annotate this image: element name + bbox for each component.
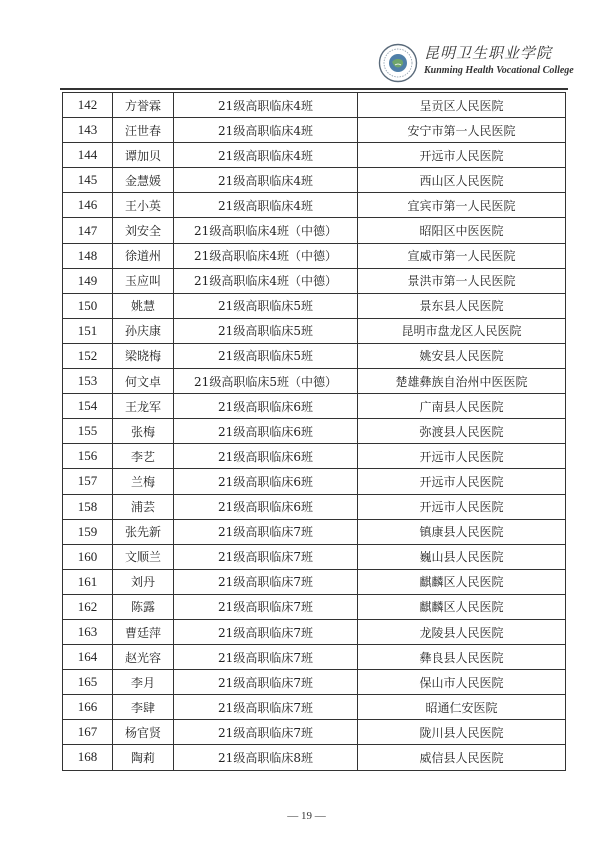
class-name: 21级高职临床4班 <box>174 93 358 118</box>
table-row <box>63 268 566 293</box>
student-name: 陈露 <box>113 594 174 619</box>
class-name: 21级高职临床7班 <box>174 695 358 720</box>
row-number: 165 <box>63 670 113 695</box>
row-number: 151 <box>63 318 113 343</box>
student-name: 兰梅 <box>113 469 174 494</box>
table-row <box>63 394 566 419</box>
hospital-name: 景洪市第一人民医院 <box>358 268 566 293</box>
table-row <box>63 444 566 469</box>
class-name: 21级高职临床7班 <box>174 569 358 594</box>
student-name: 浦芸 <box>113 494 174 519</box>
table-row <box>63 293 566 318</box>
table-row <box>63 594 566 619</box>
table-row <box>63 695 566 720</box>
student-name: 汪世春 <box>113 118 174 143</box>
college-name-en: Kunming Health Vocational College <box>424 65 574 76</box>
student-name: 徐道州 <box>113 243 174 268</box>
row-number: 153 <box>63 369 113 394</box>
student-name: 杨官贤 <box>113 720 174 745</box>
table-row <box>63 469 566 494</box>
table-row <box>63 569 566 594</box>
hospital-name: 开远市人民医院 <box>358 494 566 519</box>
row-number: 146 <box>63 193 113 218</box>
table-row <box>63 369 566 394</box>
student-name: 梁晓梅 <box>113 343 174 368</box>
row-number: 144 <box>63 143 113 168</box>
student-name: 曹廷萍 <box>113 619 174 644</box>
class-name: 21级高职临床6班 <box>174 469 358 494</box>
table-row <box>63 645 566 670</box>
hospital-name: 巍山县人民医院 <box>358 544 566 569</box>
table-row <box>63 745 566 770</box>
class-name: 21级高职临床6班 <box>174 494 358 519</box>
class-name: 21级高职临床4班 <box>174 118 358 143</box>
class-name: 21级高职临床5班（中德） <box>174 369 358 394</box>
class-name: 21级高职临床5班 <box>174 318 358 343</box>
row-number: 155 <box>63 419 113 444</box>
hospital-name: 开远市人民医院 <box>358 469 566 494</box>
student-name: 王龙军 <box>113 394 174 419</box>
student-name: 金慧媛 <box>113 168 174 193</box>
student-name: 赵光容 <box>113 645 174 670</box>
row-number: 166 <box>63 695 113 720</box>
hospital-name: 龙陵县人民医院 <box>358 619 566 644</box>
table-row <box>63 93 566 118</box>
hospital-name: 彝良县人民医院 <box>358 645 566 670</box>
table-row <box>63 720 566 745</box>
class-name: 21级高职临床6班 <box>174 444 358 469</box>
table-row <box>63 218 566 243</box>
class-name: 21级高职临床5班 <box>174 293 358 318</box>
hospital-name: 昭阳区中医医院 <box>358 218 566 243</box>
row-number: 148 <box>63 243 113 268</box>
page-header <box>378 40 574 86</box>
table-row <box>63 243 566 268</box>
table-row <box>63 419 566 444</box>
class-name: 21级高职临床7班 <box>174 519 358 544</box>
row-number: 147 <box>63 218 113 243</box>
hospital-name: 景东县人民医院 <box>358 293 566 318</box>
row-number: 154 <box>63 394 113 419</box>
hospital-name: 开远市人民医院 <box>358 444 566 469</box>
student-name: 李肆 <box>113 695 174 720</box>
class-name: 21级高职临床7班 <box>174 720 358 745</box>
row-number: 167 <box>63 720 113 745</box>
class-name: 21级高职临床4班 <box>174 193 358 218</box>
college-logo-icon <box>378 43 418 83</box>
student-name: 谭加贝 <box>113 143 174 168</box>
class-name: 21级高职临床7班 <box>174 670 358 695</box>
row-number: 149 <box>63 268 113 293</box>
student-name: 孙庆康 <box>113 318 174 343</box>
class-name: 21级高职临床4班（中德） <box>174 268 358 293</box>
class-name: 21级高职临床4班（中德） <box>174 218 358 243</box>
class-name: 21级高职临床6班 <box>174 419 358 444</box>
table-row <box>63 494 566 519</box>
hospital-name: 西山区人民医院 <box>358 168 566 193</box>
table-row <box>63 670 566 695</box>
hospital-name: 呈贡区人民医院 <box>358 93 566 118</box>
class-name: 21级高职临床4班 <box>174 168 358 193</box>
hospital-name: 麒麟区人民医院 <box>358 569 566 594</box>
student-name: 张梅 <box>113 419 174 444</box>
class-name: 21级高职临床7班 <box>174 594 358 619</box>
table-row <box>63 143 566 168</box>
hospital-name: 弥渡县人民医院 <box>358 419 566 444</box>
row-number: 162 <box>63 594 113 619</box>
hospital-name: 宣威市第一人民医院 <box>358 243 566 268</box>
page-number: — 19 — <box>287 810 326 822</box>
table-row <box>63 118 566 143</box>
hospital-name: 宜宾市第一人民医院 <box>358 193 566 218</box>
row-number: 150 <box>63 293 113 318</box>
hospital-name: 姚安县人民医院 <box>358 343 566 368</box>
class-name: 21级高职临床7班 <box>174 645 358 670</box>
class-name: 21级高职临床5班 <box>174 343 358 368</box>
table-row <box>63 168 566 193</box>
row-number: 143 <box>63 118 113 143</box>
row-number: 145 <box>63 168 113 193</box>
hospital-name: 广南县人民医院 <box>358 394 566 419</box>
student-name: 方誉霖 <box>113 93 174 118</box>
hospital-name: 威信县人民医院 <box>358 745 566 770</box>
student-name: 何文卓 <box>113 369 174 394</box>
table-row <box>63 318 566 343</box>
hospital-name: 麒麟区人民医院 <box>358 594 566 619</box>
class-name: 21级高职临床8班 <box>174 745 358 770</box>
student-name: 李艺 <box>113 444 174 469</box>
table-row <box>63 519 566 544</box>
hospital-name: 陇川县人民医院 <box>358 720 566 745</box>
row-number: 160 <box>63 544 113 569</box>
row-number: 156 <box>63 444 113 469</box>
row-number: 163 <box>63 619 113 644</box>
student-name: 陶莉 <box>113 745 174 770</box>
college-name-cn: 昆明卫生职业学院 <box>424 44 553 62</box>
hospital-name: 昭通仁安医院 <box>358 695 566 720</box>
row-number: 161 <box>63 569 113 594</box>
hospital-name: 镇康县人民医院 <box>358 519 566 544</box>
row-number: 152 <box>63 343 113 368</box>
row-number: 158 <box>63 494 113 519</box>
header-divider <box>60 88 568 90</box>
hospital-name: 楚雄彝族自治州中医医院 <box>358 369 566 394</box>
student-name: 刘安全 <box>113 218 174 243</box>
row-number: 159 <box>63 519 113 544</box>
student-name: 姚慧 <box>113 293 174 318</box>
class-name: 21级高职临床4班（中德） <box>174 243 358 268</box>
hospital-name: 昆明市盘龙区人民医院 <box>358 318 566 343</box>
class-name: 21级高职临床4班 <box>174 143 358 168</box>
student-name: 文顺兰 <box>113 544 174 569</box>
table-row <box>63 343 566 368</box>
row-number: 142 <box>63 93 113 118</box>
row-number: 168 <box>63 745 113 770</box>
student-name: 玉应叫 <box>113 268 174 293</box>
student-name: 张先新 <box>113 519 174 544</box>
table-row <box>63 193 566 218</box>
hospital-name: 开远市人民医院 <box>358 143 566 168</box>
table-row <box>63 619 566 644</box>
class-name: 21级高职临床7班 <box>174 619 358 644</box>
table-row <box>63 544 566 569</box>
class-name: 21级高职临床7班 <box>174 544 358 569</box>
hospital-name: 保山市人民医院 <box>358 670 566 695</box>
student-name: 李月 <box>113 670 174 695</box>
row-number: 157 <box>63 469 113 494</box>
row-number: 164 <box>63 645 113 670</box>
table-body <box>63 93 566 771</box>
student-placement-table <box>62 92 566 771</box>
student-name: 刘丹 <box>113 569 174 594</box>
class-name: 21级高职临床6班 <box>174 394 358 419</box>
hospital-name: 安宁市第一人民医院 <box>358 118 566 143</box>
student-name: 王小英 <box>113 193 174 218</box>
